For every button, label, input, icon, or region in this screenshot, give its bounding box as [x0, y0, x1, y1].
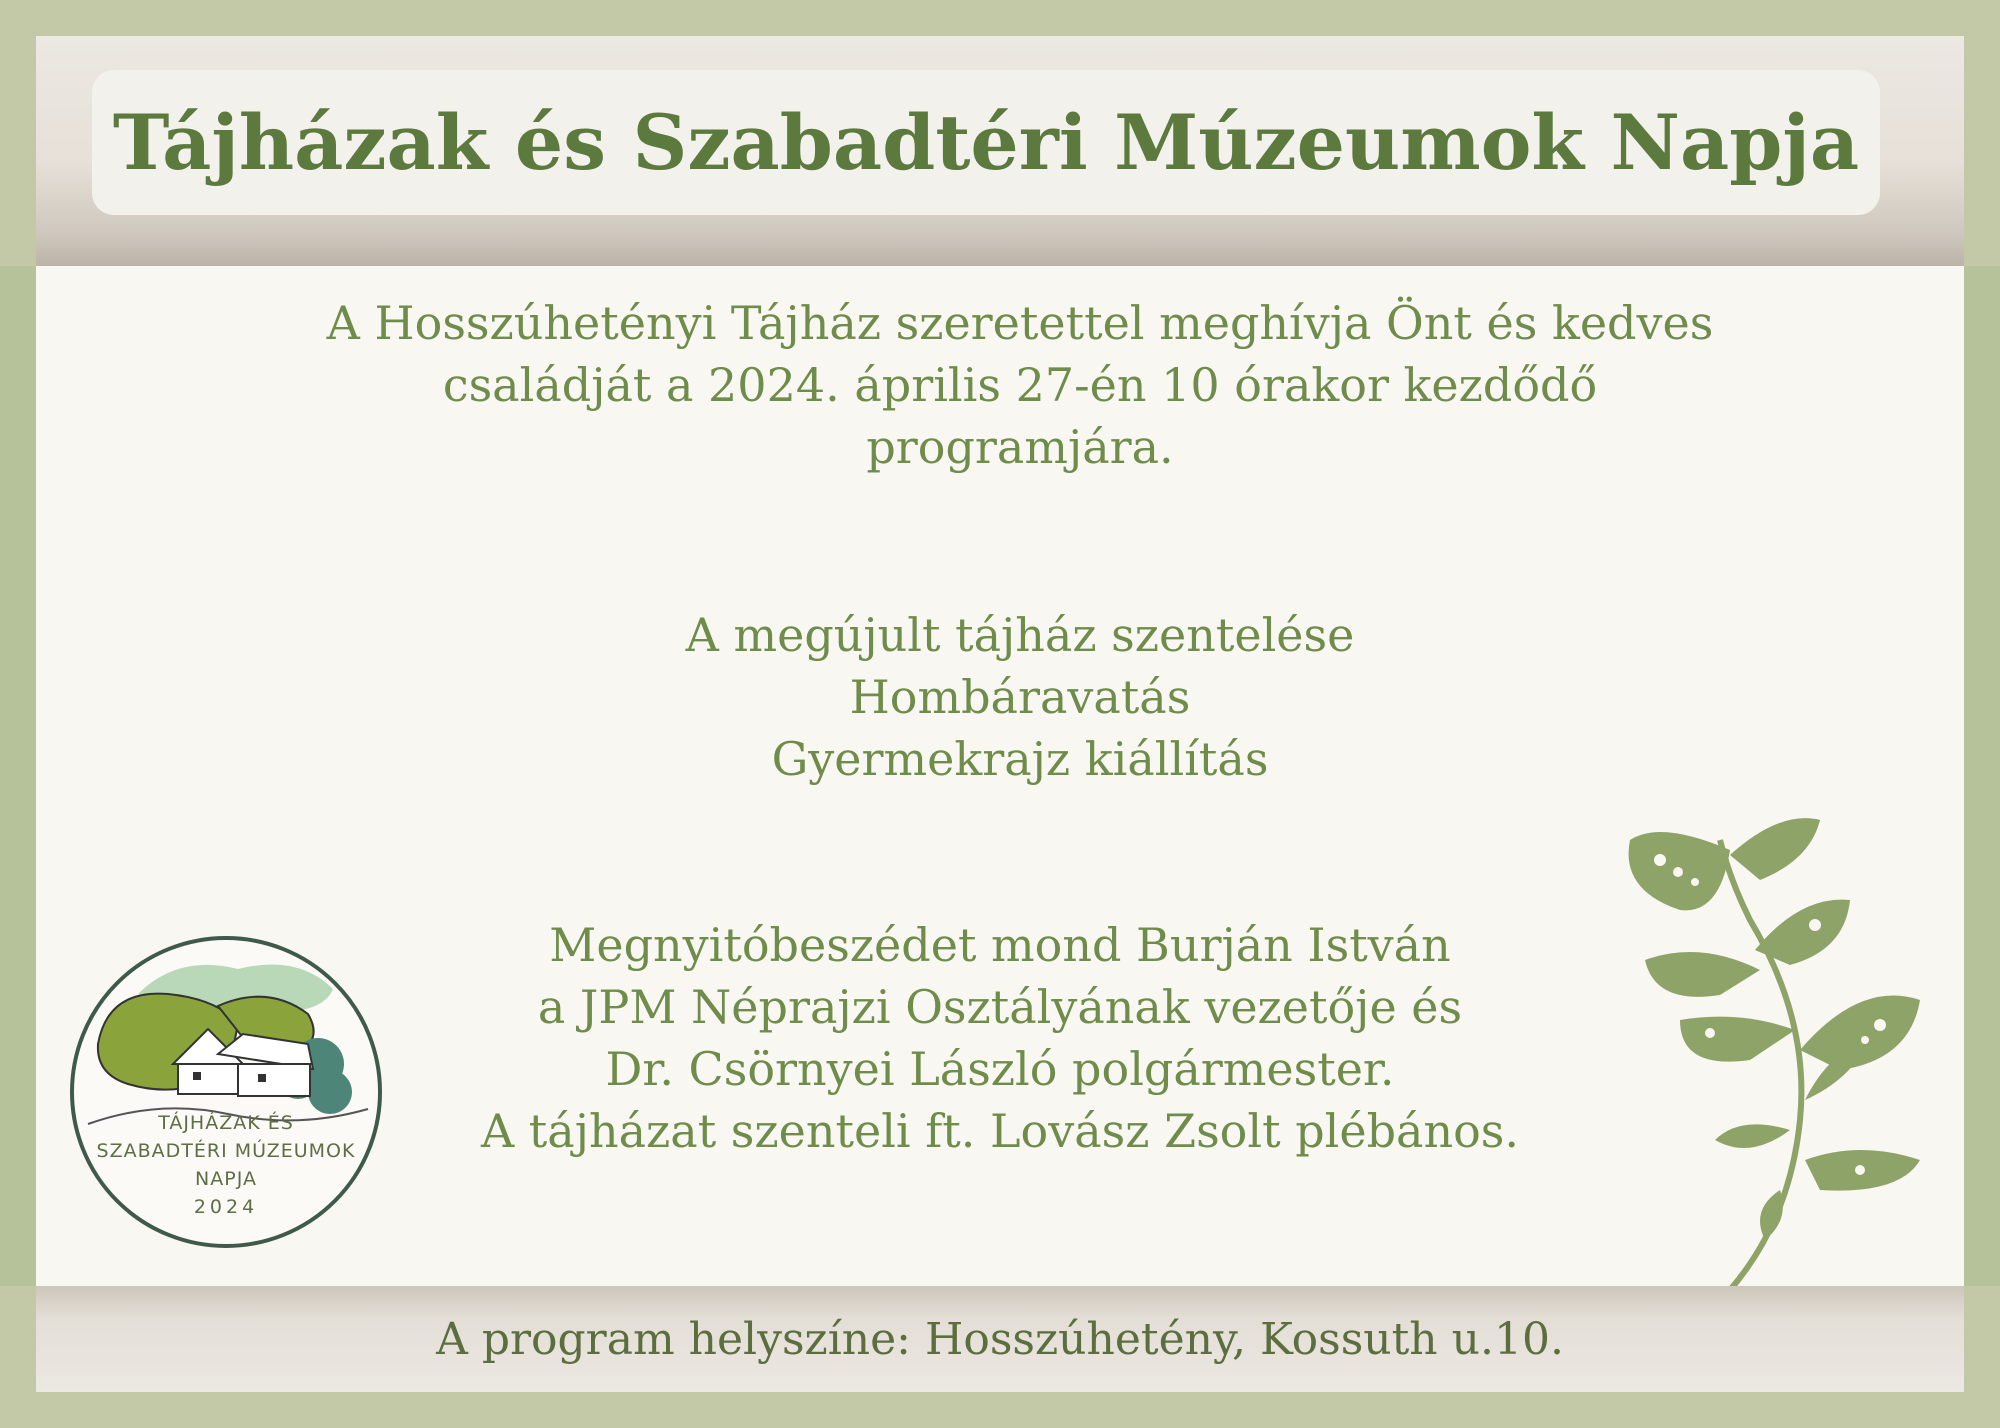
logo-year: 2024: [193, 1196, 259, 1218]
program-item: Hombáravatás: [849, 670, 1191, 724]
invitation-line: A Hosszúhetényi Tájház szeretettel meghívja Önt és kedves: [326, 296, 1714, 350]
speaker-line: A tájházat szenteli ft. Lovász Zsolt plébános.: [480, 1104, 1520, 1158]
speaker-line: Dr. Csörnyei László polgármester.: [605, 1042, 1395, 1096]
frame-top: [0, 0, 2000, 36]
logo-text-line: NAPJA: [195, 1168, 257, 1190]
program-item: Gyermekrajz kiállítás: [771, 732, 1269, 786]
frame-right-strip: [1964, 266, 2000, 1286]
speaker-line: a JPM Néprajzi Osztályának vezetője és: [537, 980, 1463, 1034]
invitation-text: [220, 292, 1820, 478]
program-item: A megújult tájház szentelése: [685, 608, 1355, 662]
frame-bottom: [0, 1392, 2000, 1428]
invitation-line: programjára.: [866, 420, 1174, 474]
leaf-branch-icon: [1600, 800, 1940, 1300]
invitation-line: családját a 2024. április 27-én 10 órakor kezdődő: [442, 358, 1598, 412]
logo-text-line: TÁJHÁZAK ÉS: [158, 1112, 294, 1134]
page-title: Tájházak és Szabadtéri Múzeumok Napja: [112, 98, 1860, 187]
speakers-text: [200, 914, 1800, 1162]
speaker-line: Megnyitóbeszédet mond Burján István: [549, 918, 1451, 972]
frame-left-strip: [0, 266, 36, 1286]
logo-text-line: SZABADTÉRI MÚZEUMOK: [96, 1140, 356, 1162]
program-list: [220, 604, 1820, 790]
location-text: A program helyszíne: Hosszúhetény, Kossuth u.10.: [436, 1313, 1564, 1365]
